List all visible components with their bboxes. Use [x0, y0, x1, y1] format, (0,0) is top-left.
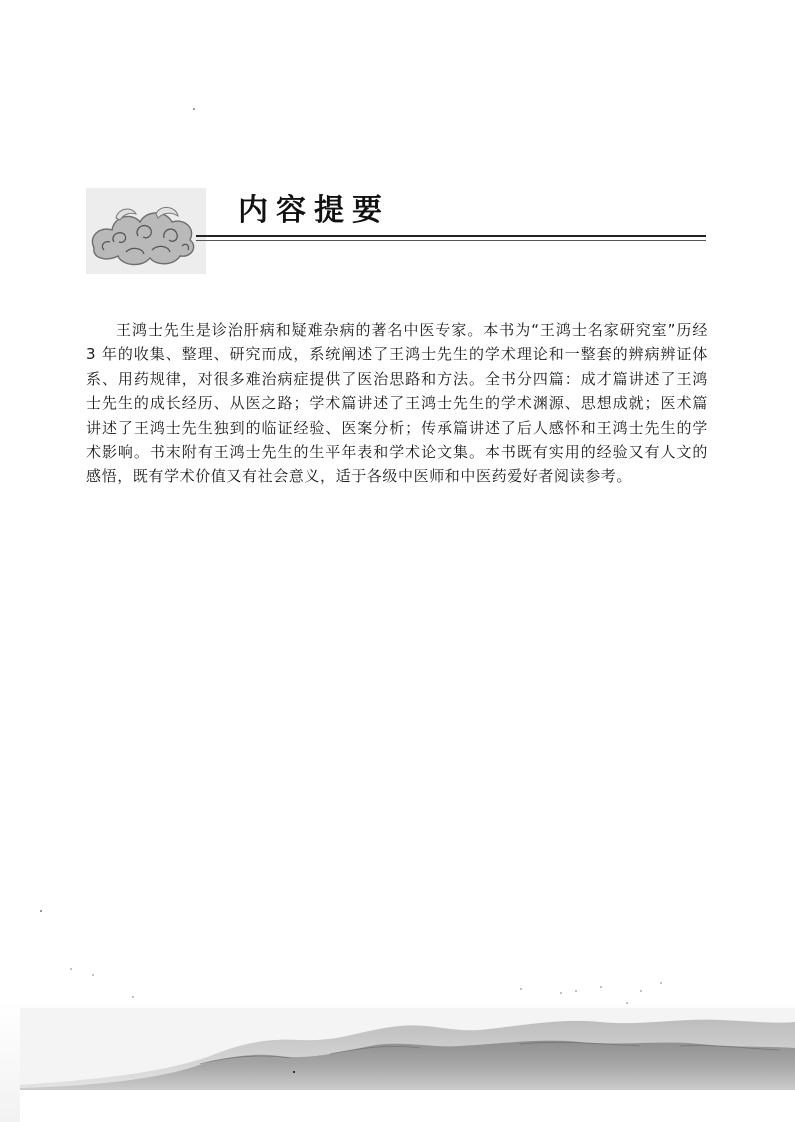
mountain-landscape-image — [0, 960, 795, 1122]
scan-speck — [40, 910, 42, 912]
title-underline-thin — [196, 240, 706, 241]
scan-speck — [193, 108, 195, 110]
page-title: 内容提要 — [238, 193, 390, 228]
title-underline — [196, 235, 706, 237]
auspicious-cloud-icon — [86, 188, 206, 274]
abstract-paragraph: 王鸿士先生是诊治肝病和疑难杂病的著名中医专家。本书为“王鸿士名家研究室”历经 3 年的收集、整理、研究而成，系统阐述了王鸿士先生的学术理论和一整套的辨病辨证体系、用药规律，对很多难治病症提供了医治思路和方法。全书分四篇：成才篇讲述了王鸿士先生的成长经历、从医之路；学术篇讲述了王鸿士先生的学术渊源、思想成就；医术篇讲述了王鸿士先生独到的临证经验、医案分析；传承篇讲述了后人感怀和王鸿士先生的学术影响。书末附有王鸿士先生的生平年表和学术论文集。本书既有实用的经验又有人文的感悟，既有学术价值又有社会意义，适于各级中医师和中医药爱好者阅读参考。 — [86, 321, 708, 486]
